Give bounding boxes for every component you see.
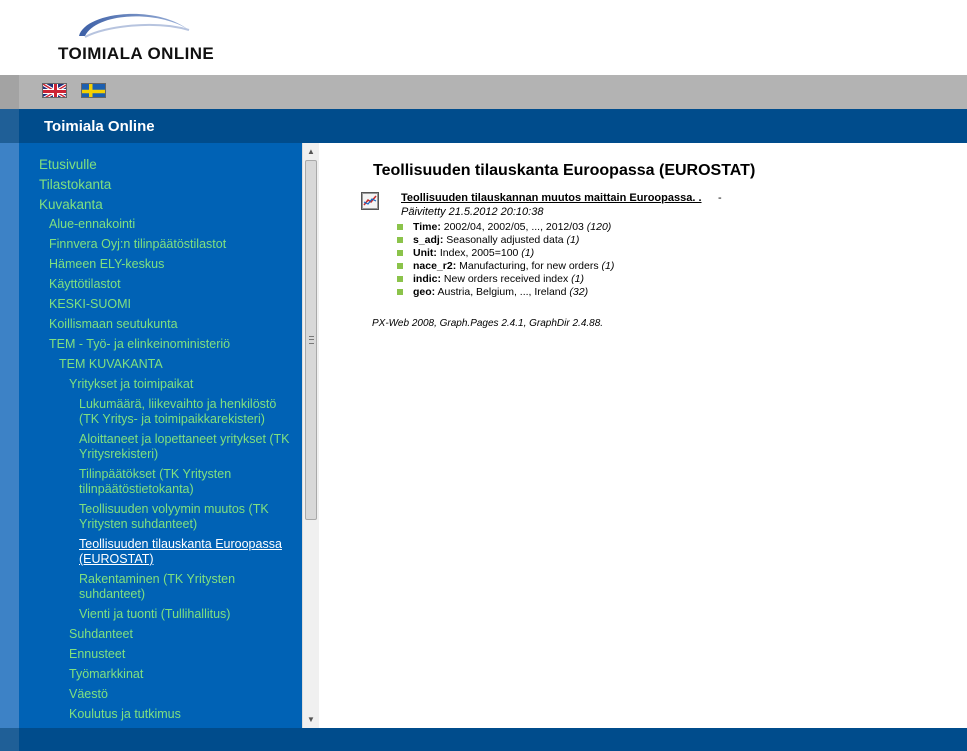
sidebar-item[interactable]: Kuvakanta <box>39 197 103 212</box>
bottomband-left-strip <box>0 728 19 751</box>
bullet-icon <box>397 276 403 282</box>
version-footer: PX-Web 2008, Graph.Pages 2.4.1, GraphDir 2.4.88. <box>372 318 604 329</box>
sidebar-item[interactable]: Aloittaneet ja lopettaneet yritykset (TK Yritysrekisteri) <box>79 432 290 461</box>
variable-row <box>397 273 614 286</box>
sidebar-item[interactable]: Tilastokanta <box>39 177 112 192</box>
scrollbar-grip-icon <box>309 336 314 344</box>
bottom-band <box>0 728 967 751</box>
scroll-down-arrow-icon[interactable]: ▼ <box>307 715 315 724</box>
site-title: Toimiala Online <box>44 118 155 135</box>
variable-code: Time: <box>413 221 441 233</box>
sidebar-item[interactable]: Vienti ja tuonti (Tullihallitus) <box>79 607 231 621</box>
variable-row <box>397 286 614 299</box>
variable-count: (1) <box>521 247 535 259</box>
variable-code: geo: <box>413 286 436 298</box>
sidebar-item[interactable]: TEM - Työ- ja elinkeinoministeriö <box>49 337 231 351</box>
sidebar-item[interactable]: Rakentaminen (TK Yritysten suhdanteet) <box>79 572 236 601</box>
sidebar-item[interactable]: Lukumäärä, liikevaihto ja henkilöstö (TK Yritys- ja toimipaikkarekisteri) <box>79 397 277 426</box>
scroll-up-arrow-icon[interactable]: ▲ <box>307 147 315 156</box>
title-band <box>0 109 967 143</box>
sidebar-item[interactable]: Teollisuuden tilauskanta Euroopassa (EUROSTAT) <box>79 537 282 566</box>
updated-value: 21.5.2012 20:10:38 <box>448 206 544 218</box>
sidebar-item[interactable]: Hämeen ELY-keskus <box>49 257 165 271</box>
variable-list <box>397 221 614 299</box>
bullet-icon <box>397 289 403 295</box>
variable-count: (120) <box>586 221 612 233</box>
sidebar-item[interactable]: Teollisuuden volyymin muutos (TK Yritysten suhdanteet) <box>79 502 269 531</box>
sidebar-item[interactable]: KESKI-SUOMI <box>49 297 131 311</box>
sidebar-item[interactable]: Suhdanteet <box>69 627 133 641</box>
variable-code: nace_r2: <box>413 260 457 272</box>
variable-count: (32) <box>569 286 589 298</box>
main-content <box>319 143 967 728</box>
variable-values: Seasonally adjusted data <box>446 234 564 246</box>
sidebar-nav <box>19 143 302 728</box>
variable-count: (1) <box>601 260 615 272</box>
sidebar-item[interactable]: Työmarkkinat <box>69 667 144 681</box>
variable-count: (1) <box>566 234 580 246</box>
bullet-icon <box>397 224 403 230</box>
sidebar-item[interactable]: Yritykset ja toimipaikat <box>69 377 194 391</box>
table-chart-icon[interactable] <box>361 192 379 210</box>
nav-list <box>19 143 302 722</box>
variable-values: New orders received index <box>443 273 569 285</box>
variable-values: Manufacturing, for new orders <box>459 260 599 272</box>
bullet-icon <box>397 237 403 243</box>
sidebar-item[interactable]: Tilinpäätökset (TK Yritysten tilinpäätöstietokanta) <box>79 467 232 496</box>
language-bar <box>0 75 967 109</box>
updated-label: Päivitetty <box>401 206 446 218</box>
logo-area <box>0 0 967 75</box>
variable-row <box>397 247 614 260</box>
english-flag-icon[interactable] <box>42 83 67 98</box>
scrollbar-thumb[interactable] <box>305 160 317 520</box>
variable-row <box>397 221 614 234</box>
variable-values: Index, 2005=100 <box>439 247 519 259</box>
logo-text: TOIMIALA ONLINE <box>58 44 215 63</box>
variable-code: s_adj: <box>413 234 444 246</box>
sidebar-item[interactable]: Etusivulle <box>39 157 97 172</box>
bullet-icon <box>397 250 403 256</box>
variable-values: Austria, Belgium, ..., Ireland <box>437 286 567 298</box>
page-title: Teollisuuden tilauskanta Euroopassa (EUROSTAT) <box>373 162 756 179</box>
sidebar-item[interactable]: TEM KUVAKANTA <box>59 357 163 371</box>
variable-code: indic: <box>413 273 441 285</box>
site-logo[interactable] <box>58 6 213 64</box>
sidebar-item[interactable]: Ennusteet <box>69 647 126 661</box>
sidebar-item[interactable]: Väestö <box>69 687 108 701</box>
sidebar-item[interactable]: Alue-ennakointi <box>49 217 136 231</box>
bullet-icon <box>397 263 403 269</box>
swedish-flag-icon[interactable] <box>81 83 106 98</box>
variable-code: Unit: <box>413 247 437 259</box>
titleband-left-strip <box>0 109 19 143</box>
table-link[interactable]: Teollisuuden tilauskannan muutos maittain Euroopassa. . <box>401 192 702 204</box>
sidebar-scrollbar[interactable] <box>302 143 319 728</box>
updated-timestamp <box>401 206 543 218</box>
link-dash: - <box>718 192 722 204</box>
variable-count: (1) <box>571 273 584 285</box>
variable-row <box>397 260 614 273</box>
sidebar-item[interactable]: Koillismaan seutukunta <box>49 317 178 331</box>
variable-values: 2002/04, 2002/05, ..., 2012/03 <box>443 221 584 233</box>
logo-swoosh-icon <box>75 6 193 46</box>
sidebar-item[interactable]: Koulutus ja tutkimus <box>69 707 181 721</box>
sidebar-item[interactable]: Käyttötilastot <box>49 277 121 291</box>
langbar-left-strip <box>0 75 19 109</box>
left-strip <box>0 143 19 728</box>
sidebar-item[interactable]: Finnvera Oyj:n tilinpäätöstilastot <box>49 237 227 251</box>
variable-row <box>397 234 614 247</box>
